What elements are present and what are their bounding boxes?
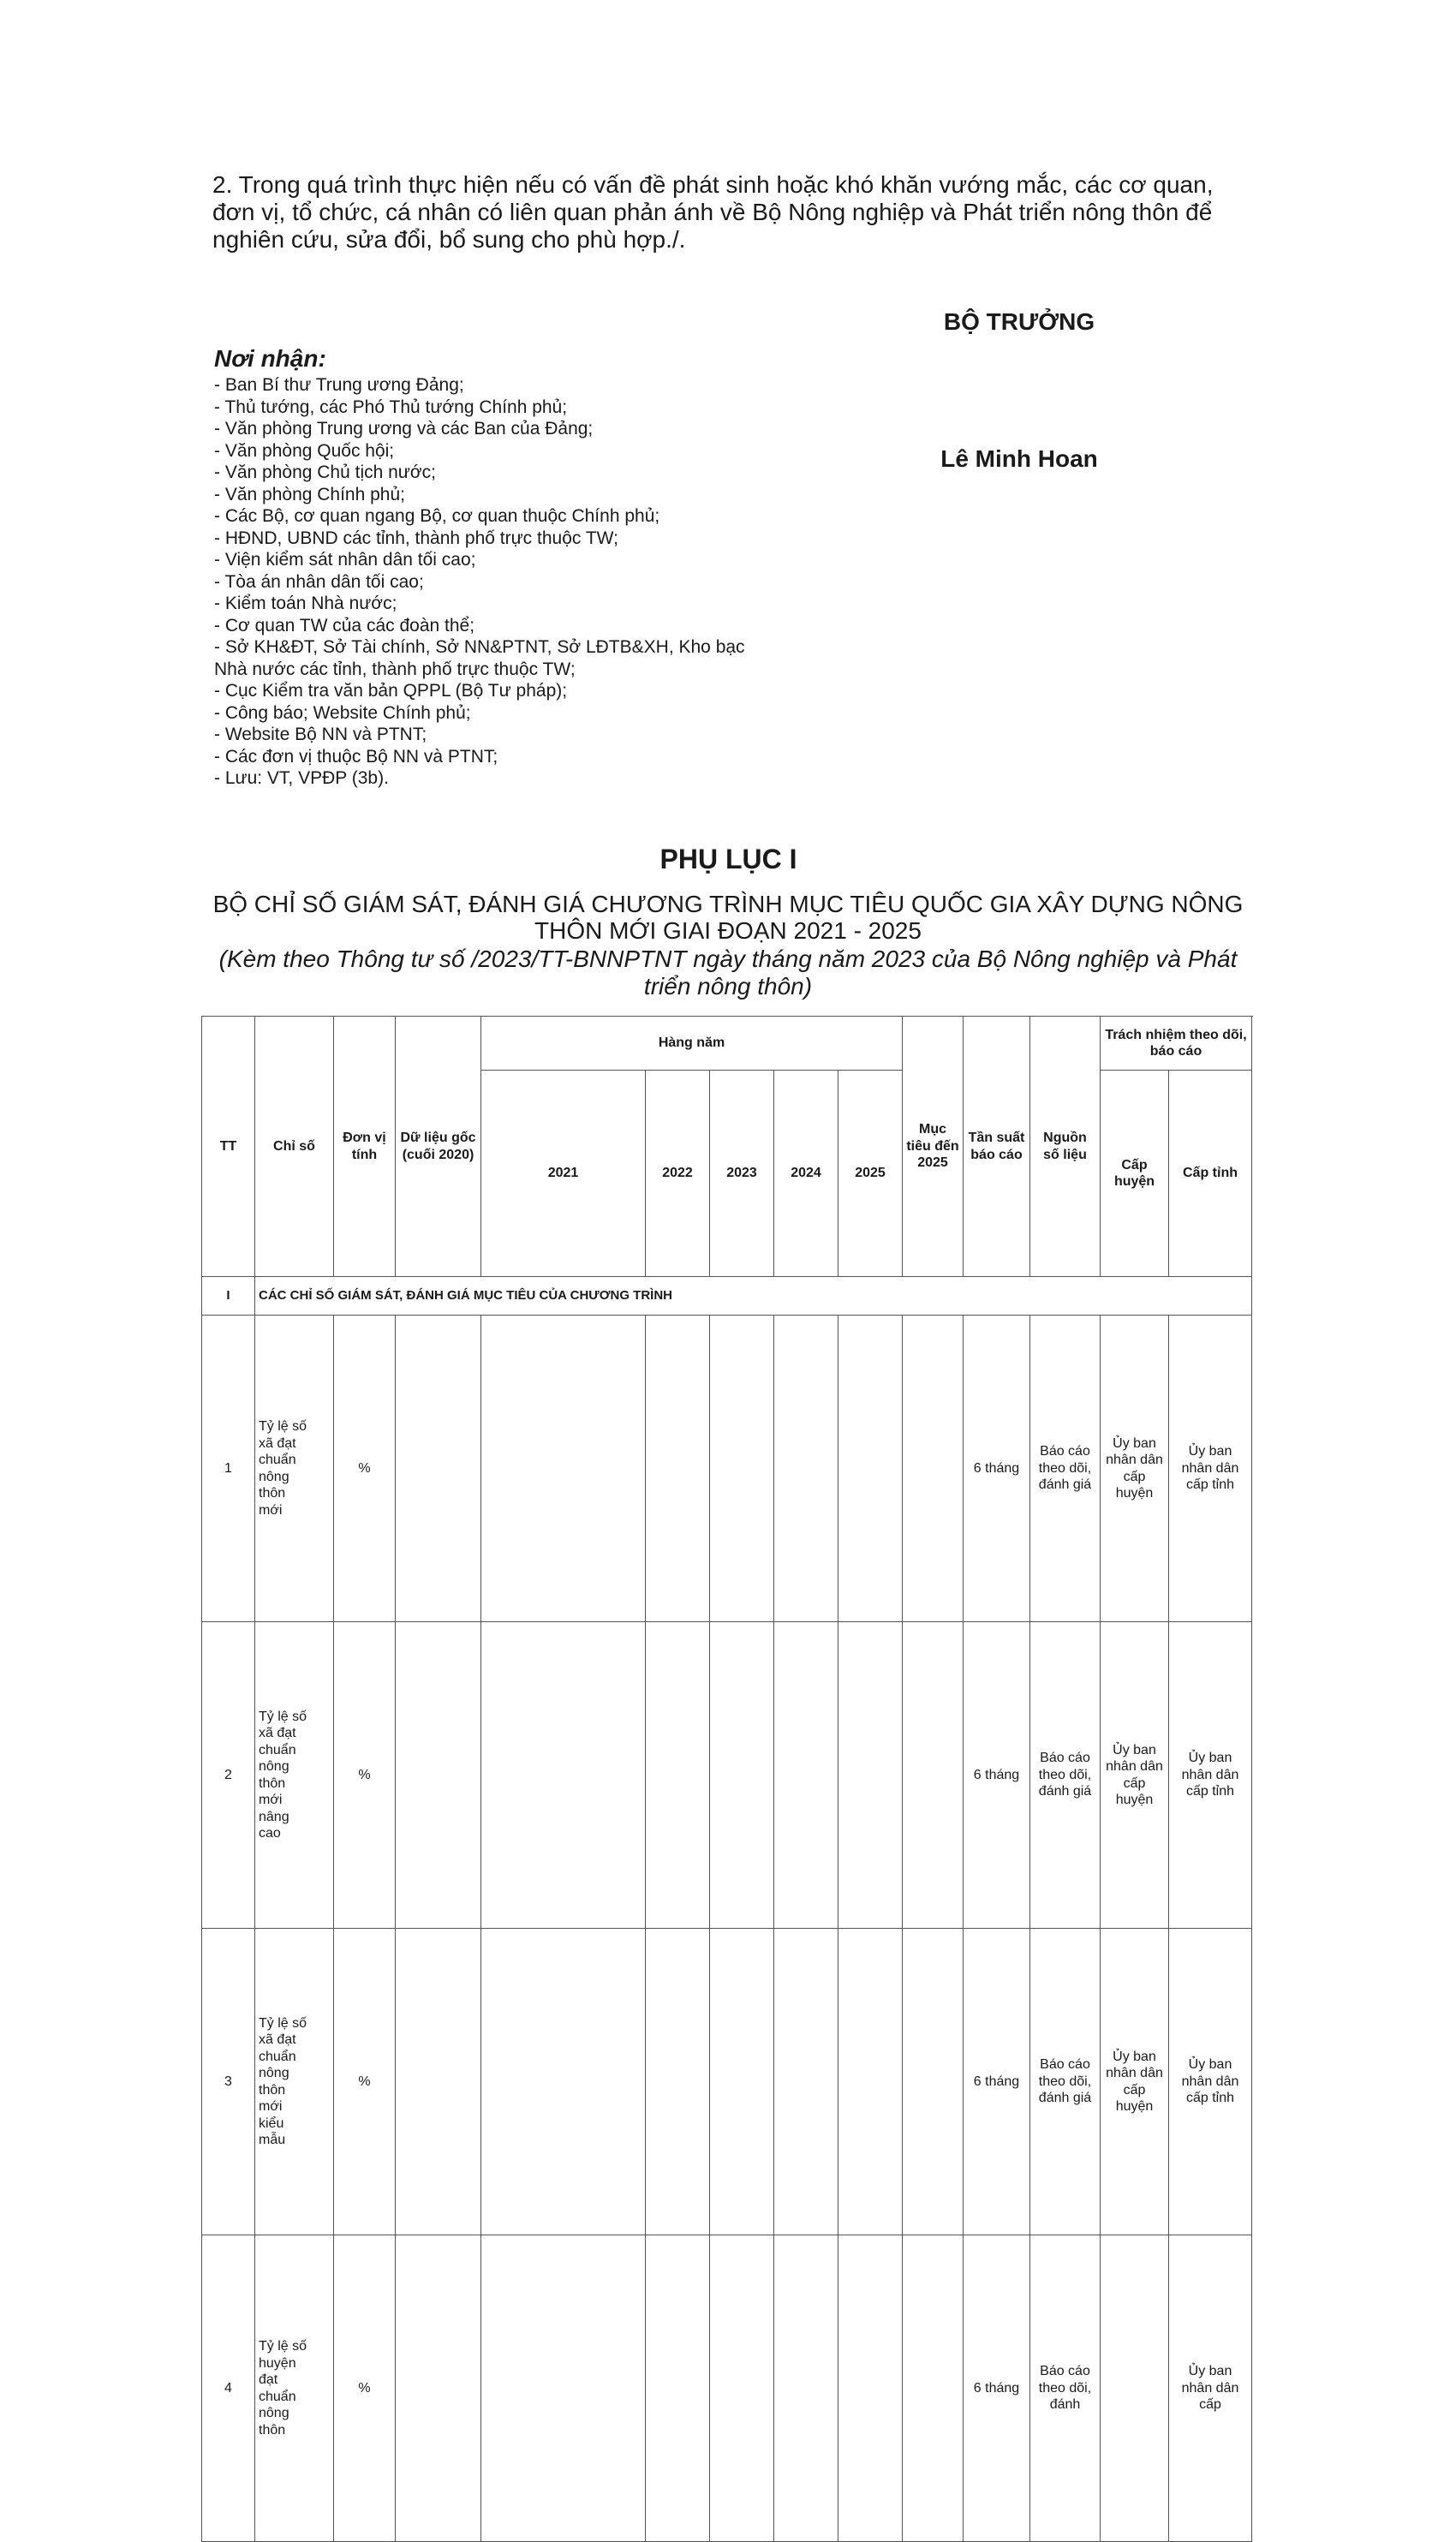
row-don-vi: % — [334, 1316, 396, 1622]
indicator-table — [201, 1016, 1252, 2542]
row-cap-tinh: Ủy ban nhân dân cấp tỉnh — [1169, 1929, 1252, 2235]
row-cap-huyen: Ủy ban nhân dân cấp huyện — [1101, 1929, 1169, 2235]
row-2022 — [646, 1622, 710, 1929]
row-tan-suat: 6 tháng — [964, 1316, 1030, 1622]
appendix-subtitle: BỘ CHỈ SỐ GIÁM SÁT, ĐÁNH GIÁ CHƯƠNG TRÌNH MỤC TIÊU QUỐC GIA XÂY DỰNG NÔNG THÔN MỚI GIAI ĐOẠN 2021 - 2025 — [212, 891, 1244, 944]
row-2021 — [481, 2235, 646, 2542]
row-nguon: Báo cáo theo dõi, đánh giá — [1030, 1622, 1101, 1929]
recipient-item: - Các Bộ, cơ quan ngang Bộ, cơ quan thuộc Chính phủ; — [214, 506, 660, 526]
row-chi-so: Tỷ lệ số xã đạt chuẩn nông thôn mới nâng cao — [255, 1622, 334, 1929]
recipient-item: - Cục Kiểm tra văn bản QPPL (Bộ Tư pháp); — [214, 681, 568, 701]
row-muc-tieu — [903, 1316, 964, 1622]
table-row — [202, 1622, 1252, 1929]
header-tan-suat: Tần suất báo cáo — [964, 1017, 1030, 1277]
recipient-item: - Văn phòng Chủ tịch nước; — [214, 462, 436, 482]
row-nguon: Báo cáo theo dõi, đánh giá — [1030, 1316, 1101, 1622]
recipient-item: - HĐND, UBND các tỉnh, thành phố trực thuộc TW; — [214, 528, 618, 548]
row-du-lieu-goc — [396, 2235, 481, 2542]
recipients-list — [214, 374, 779, 790]
table-row — [202, 1316, 1252, 1622]
recipient-item: - Thủ tướng, các Phó Thủ tướng Chính phủ; — [214, 397, 568, 417]
row-du-lieu-goc — [396, 1929, 481, 2235]
row-2022 — [646, 2235, 710, 2542]
row-2023 — [710, 1622, 774, 1929]
section-label: CÁC CHỈ SỐ GIÁM SÁT, ĐÁNH GIÁ MỤC TIÊU CỦA CHƯƠNG TRÌNH — [255, 1277, 1252, 1316]
row-2023 — [710, 1316, 774, 1622]
recipients-block — [214, 345, 779, 790]
row-chi-so: Tỷ lệ số xã đạt chuẩn nông thôn mới — [255, 1316, 334, 1622]
row-tan-suat: 6 tháng — [964, 1929, 1030, 2235]
header-cap-huyen: Cấp huyện — [1101, 1071, 1169, 1277]
row-nguon: Báo cáo theo dõi, đánh — [1030, 2235, 1101, 2542]
section-tt: I — [202, 1277, 255, 1316]
row-tt: 3 — [202, 1929, 255, 2235]
header-year-2022: 2022 — [646, 1071, 710, 1277]
row-cap-huyen — [1101, 2235, 1169, 2542]
header-year-2023: 2023 — [710, 1071, 774, 1277]
signer-title: BỘ TRƯỞNG — [943, 308, 1095, 335]
header-hang-nam: Hàng năm — [481, 1017, 903, 1071]
row-2021 — [481, 1316, 646, 1622]
row-2022 — [646, 1929, 710, 2235]
closing-paragraph: 2. Trong quá trình thực hiện nếu có vấn đề phát sinh hoặc khó khăn vướng mắc, các cơ quan, đơn vị, tổ chức, cá nhân có liên quan phản ánh về Bộ Nông nghiệp và Phát triển nông thôn để nghiên cứu, sửa đổi, bổ sung cho phù hợp./. — [212, 171, 1214, 253]
row-cap-huyen: Ủy ban nhân dân cấp huyện — [1101, 1622, 1169, 1929]
header-muc-tieu: Mục tiêu đến 2025 — [903, 1017, 964, 1277]
row-2025 — [838, 2235, 903, 2542]
row-2024 — [774, 2235, 838, 2542]
row-2024 — [774, 1929, 838, 2235]
row-nguon: Báo cáo theo dõi, đánh giá — [1030, 1929, 1101, 2235]
signer-name: Lê Minh Hoan — [940, 445, 1098, 472]
header-chi-so: Chỉ số — [255, 1017, 334, 1277]
row-muc-tieu — [903, 2235, 964, 2542]
recipient-item: - Website Bộ NN và PTNT; — [214, 725, 427, 744]
row-2021 — [481, 1622, 646, 1929]
row-cap-tinh: Ủy ban nhân dân cấp tỉnh — [1169, 1316, 1252, 1622]
recipient-item: - Ban Bí thư Trung ương Đảng; — [214, 375, 464, 395]
row-don-vi: % — [334, 1929, 396, 2235]
row-cap-tinh: Ủy ban nhân dân cấp tỉnh — [1169, 1622, 1252, 1929]
header-year-2024: 2024 — [774, 1071, 838, 1277]
row-chi-so: Tỷ lệ số xã đạt chuẩn nông thôn mới kiểu mẫu — [255, 1929, 334, 2235]
row-tan-suat: 6 tháng — [964, 2235, 1030, 2542]
row-tt: 1 — [202, 1316, 255, 1622]
row-2025 — [838, 1622, 903, 1929]
row-du-lieu-goc — [396, 1622, 481, 1929]
table-row — [202, 2235, 1252, 2542]
recipients-title: Nơi nhận: — [214, 345, 326, 372]
row-cap-tinh: Ủy ban nhân dân cấp — [1169, 2235, 1252, 2542]
table-row — [202, 1929, 1252, 2235]
appendix-title: PHỤ LỤC I — [659, 844, 797, 874]
row-2025 — [838, 1316, 903, 1622]
row-2023 — [710, 2235, 774, 2542]
recipient-item: - Văn phòng Quốc hội; — [214, 440, 395, 461]
row-tt: 2 — [202, 1622, 255, 1929]
header-don-vi-tinh: Đơn vị tính — [334, 1017, 396, 1277]
header-year-2025: 2025 — [838, 1071, 903, 1277]
recipient-item: - Viện kiểm sát nhân dân tối cao; — [214, 550, 476, 570]
row-chi-so: Tỷ lệ số huyện đạt chuẩn nông thôn — [255, 2235, 334, 2542]
header-year-2021: 2021 — [481, 1071, 646, 1277]
header-tt: TT — [202, 1017, 255, 1277]
row-tan-suat: 6 tháng — [964, 1622, 1030, 1929]
recipient-item: - Lưu: VT, VPĐP (3b). — [214, 768, 389, 788]
row-du-lieu-goc — [396, 1316, 481, 1622]
header-cap-tinh: Cấp tỉnh — [1169, 1071, 1252, 1277]
recipient-item: - Các đơn vị thuộc Bộ NN và PTNT; — [214, 746, 498, 767]
row-cap-huyen: Ủy ban nhân dân cấp huyện — [1101, 1316, 1169, 1622]
recipient-item: - Kiểm toán Nhà nước; — [214, 594, 397, 613]
row-2024 — [774, 1316, 838, 1622]
recipient-item: - Sở KH&ĐT, Sở Tài chính, Sở NN&PTNT, Sở LĐTB&XH, Kho bạc Nhà nước các tỉnh, thành phố trực thuộc TW; — [214, 637, 745, 679]
header-du-lieu-goc: Dữ liệu gốc (cuối 2020) — [396, 1017, 481, 1277]
row-2025 — [838, 1929, 903, 2235]
row-2023 — [710, 1929, 774, 2235]
header-trach-nhiem: Trách nhiệm theo dõi, báo cáo — [1101, 1017, 1252, 1071]
recipient-item: - Công báo; Website Chính phủ; — [214, 702, 471, 723]
row-2021 — [481, 1929, 646, 2235]
recipient-item: - Văn phòng Chính phủ; — [214, 484, 406, 504]
row-2024 — [774, 1622, 838, 1929]
row-tt: 4 — [202, 2235, 255, 2542]
row-don-vi: % — [334, 2235, 396, 2542]
recipient-item: - Văn phòng Trung ương và các Ban của Đảng; — [214, 419, 594, 439]
row-2022 — [646, 1316, 710, 1622]
row-muc-tieu — [903, 1622, 964, 1929]
row-muc-tieu — [903, 1929, 964, 2235]
recipient-item: - Cơ quan TW của các đoàn thể; — [214, 615, 475, 636]
recipient-item: - Tòa án nhân dân tối cao; — [214, 571, 424, 592]
header-nguon-so-lieu: Nguồn số liệu — [1030, 1017, 1101, 1277]
row-don-vi: % — [334, 1622, 396, 1929]
appendix-note: (Kèm theo Thông tư số /2023/TT-BNNPTNT ngày tháng năm 2023 của Bộ Nông nghiệp và Phát triển nông thôn) — [218, 946, 1238, 999]
